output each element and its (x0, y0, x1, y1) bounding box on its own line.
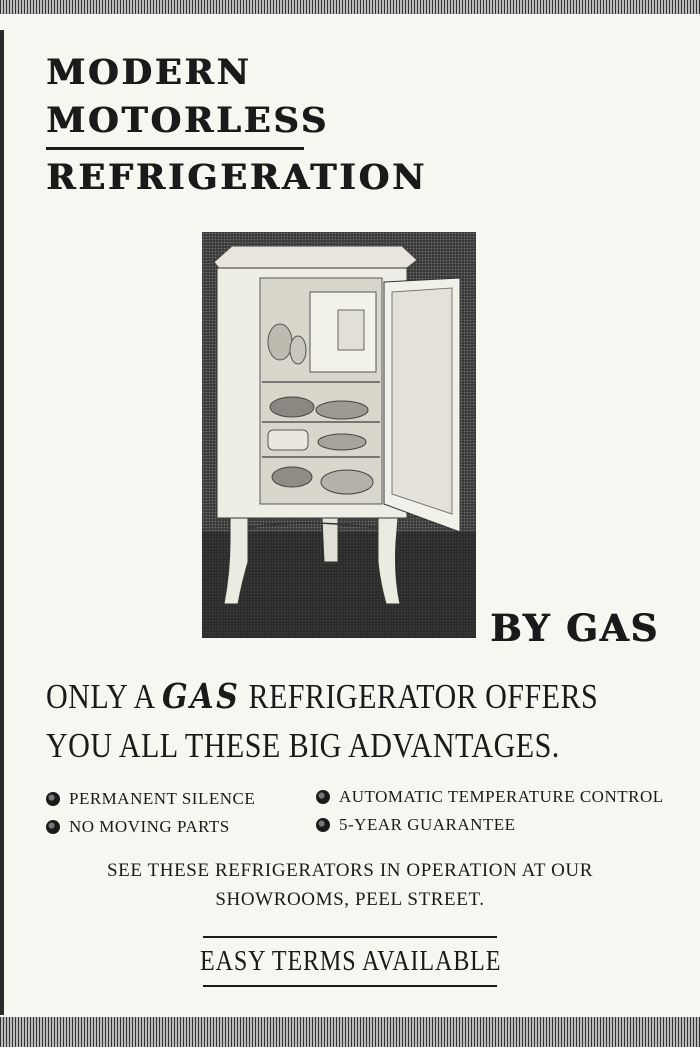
bullet-icon (46, 820, 60, 834)
by-gas-heading: BY GAS (490, 606, 659, 650)
offer-post: REFRIGERATOR OFFERS (248, 677, 599, 716)
advantage-item (46, 817, 230, 837)
offer-pre: ONLY A (46, 677, 154, 716)
headline-rule (46, 147, 304, 150)
easy-terms-text: EASY TERMS AVAILABLE (200, 946, 502, 977)
offer-line-1 (46, 676, 598, 717)
refrigerator-illustration (202, 232, 476, 638)
advantage-item (316, 815, 516, 835)
top-border-stripe (0, 0, 700, 14)
advantage-label: 5-YEAR GUARANTEE (339, 815, 516, 834)
advantage-label: PERMANENT SILENCE (69, 789, 256, 808)
terms-rule-bottom (203, 985, 497, 987)
headline-refrigeration: REFRIGERATION (46, 157, 427, 198)
showroom-line-1: SEE THESE REFRIGERATORS IN OPERATION AT OUR (106, 860, 594, 881)
bullet-icon (46, 792, 60, 806)
bottom-border-stripe (0, 1017, 700, 1047)
advantage-item (316, 787, 664, 807)
offer-line-2: YOU ALL THESE BIG ADVANTAGES. (46, 726, 560, 765)
advantage-item (46, 789, 255, 809)
advantage-label: AUTOMATIC TEMPERATURE CONTROL (339, 787, 664, 806)
bullet-icon (316, 790, 330, 804)
terms-rule-top (203, 936, 497, 938)
headline-motorless: MOTORLESS (46, 100, 329, 141)
offer-gas-word: GAS (161, 676, 241, 717)
advantage-label: NO MOVING PARTS (69, 817, 230, 836)
headline-modern: MODERN (46, 52, 252, 93)
bullet-icon (316, 818, 330, 832)
showroom-line-2: SHOWROOMS, PEEL STREET. (215, 889, 485, 910)
